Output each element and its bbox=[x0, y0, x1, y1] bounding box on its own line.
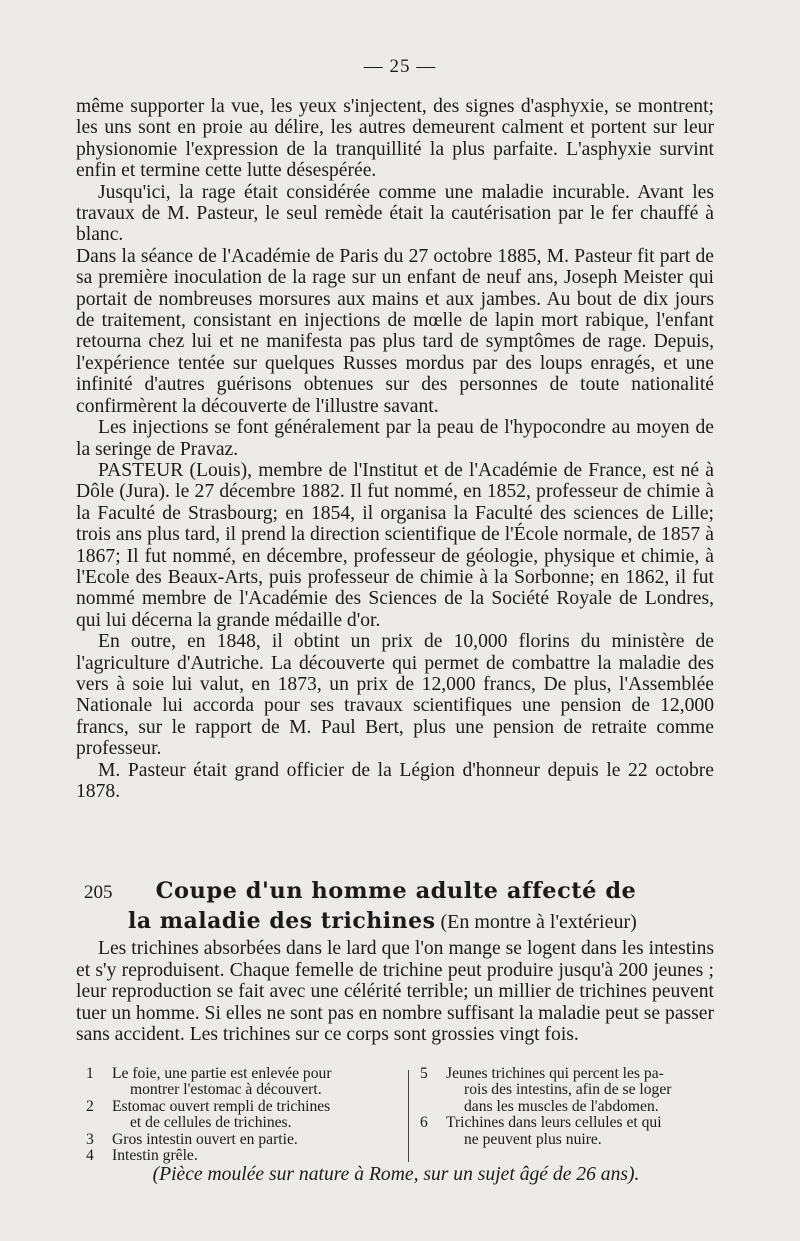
exhibit-caption: (Pièce moulée sur nature à Rome, sur un sujet âgé de 26 ans). bbox=[152, 1164, 640, 1185]
legend-number: 2 bbox=[86, 1097, 94, 1115]
paragraph: Les trichines absorbées dans le lard que l'on mange se logent dans les intestins et s'y reproduisent. Chaque femelle de trichine peut produire jusqu'à 200 jeunes ; leur reproduction se fait avec une célérité terrible; un millier de trichines peuvent tuer un homme. Si elles ne sont pas en nombre suffisant la maladie peut se passer sans accident. Les trichines sur ce corps sont grossies vingt fois. bbox=[76, 938, 714, 1046]
legend-text: dans les muscles de l'abdomen. bbox=[464, 1097, 659, 1115]
page-number: — 25 — bbox=[363, 56, 437, 77]
legend-text: Jeunes trichines qui percent les pa- bbox=[446, 1065, 664, 1082]
paragraph: Dans la séance de l'Académie de Paris du 27 octobre 1885, M. Pasteur fit part de sa première inoculation de la rage sur un enfant de neuf ans, Joseph Meister qui portait de nombreuses morsures aux mains et aux jambes. Au bout de dix jours de traitement, consistant en injections de mœlle de lapin mort rabique, l'enfant retourna chez lui et ne manifesta pas plus tard de symptômes de rage. Depuis, l'expérience tentée sur quelques Russes mordus par des loups enragés, et une infinité d'autres guérisons obtenues sur des personnes de toute nationalité confirmèrent la découverte de l'illustre savant. bbox=[76, 245, 714, 417]
legend-text: et de cellules de trichines. bbox=[130, 1114, 292, 1132]
legend-item bbox=[420, 1066, 720, 1115]
legend-text: ne peuvent plus nuire. bbox=[464, 1130, 602, 1148]
legend-item bbox=[86, 1132, 406, 1148]
legend-text: Trichines dans leurs cellules et qui bbox=[446, 1114, 662, 1132]
legend-item bbox=[86, 1066, 406, 1099]
legend-left-column bbox=[86, 1066, 406, 1164]
exhibit-title-line2 bbox=[76, 906, 716, 937]
legend-divider bbox=[408, 1070, 409, 1162]
legend-text: Le foie, une partie est enlevée pour bbox=[112, 1065, 332, 1082]
legend-text: Estomac ouvert rempli de trichines bbox=[112, 1097, 331, 1115]
legend-right-column bbox=[420, 1066, 720, 1148]
legend-text: rois des intestins, afin de se loger bbox=[464, 1081, 672, 1099]
legend-item bbox=[420, 1115, 720, 1148]
legend-text: montrer l'estomac à découvert. bbox=[130, 1081, 322, 1099]
paragraph: PASTEUR (Louis), membre de l'Institut et de l'Académie de France, est né à Dôle (Jura). le 27 décembre 1882. Il fut nommé, en 1852, professeur de chimie à la Faculté de Strasbourg; en 1854, il organisa la Faculté des sciences de Lille; trois ans plus tard, il prend la direction scientifique de l'École normale, de 1857 à 1867; Il fut nommé, en décembre, professeur de géologie, physique et chimie, à l'Ecole des Beaux-Arts, puis professeur de chimie à la Sorbonne; en 1862, il fut nommé membre de l'Académie des Sciences de la Société Royale de Londres, qui lui décerna la grande médaille d'or. bbox=[76, 459, 714, 631]
legend-item bbox=[86, 1099, 406, 1132]
exhibit-title-line1: Coupe d'un homme adulte affecté de bbox=[155, 878, 637, 904]
paragraph: En outre, en 1848, il obtint un prix de 10,000 florins du ministère de l'agriculture d'Autriche. La découverte qui permet de combattre la maladie des vers à soie lui valut, en 1873, un prix de 12,000 francs, De plus, l'Assemblée Nationale lui accorda pour ses travaux scientifiques une pension de 12,000 francs, sur le rapport de M. Paul Bert, plus une pension de retraite comme professeur. bbox=[76, 631, 714, 760]
exhibit-number: 205 bbox=[84, 882, 113, 903]
paragraph: M. Pasteur était grand officier de la Légion d'honneur depuis le 22 octobre 1878. bbox=[76, 759, 714, 802]
exhibit-heading bbox=[76, 876, 716, 937]
paragraph: même supporter la vue, les yeux s'injectent, des signes d'asphyxie, se montrent; les uns sont en proie au délire, les autres demeurent calment et portent sur leur physionomie l'expression de la tranquillité la plus parfaite. L'asphyxie survint enfin et termine cette lutte désespérée. bbox=[76, 96, 714, 182]
legend-number: 5 bbox=[420, 1065, 428, 1082]
paragraph: Les injections se font généralement par la peau de l'hypocondre au moyen de la seringe de Pravaz. bbox=[76, 417, 714, 460]
legend-text: Gros intestin ouvert en partie. bbox=[112, 1130, 298, 1148]
exhibit-title-bold: la maladie des trichines bbox=[128, 908, 436, 934]
legend-number: 4 bbox=[86, 1147, 94, 1165]
legend-number: 3 bbox=[86, 1130, 94, 1148]
exhibit-location-note: (En montre à l'extérieur) bbox=[440, 911, 637, 933]
paragraph: Jusqu'ici, la rage était considérée comme une maladie incurable. Avant les travaux de M. Pasteur, le seul remède était la cautérisation par le fer chauffé à blanc. bbox=[76, 181, 714, 246]
legend-number: 6 bbox=[420, 1114, 428, 1132]
legend-item bbox=[86, 1148, 406, 1164]
body-text bbox=[76, 96, 714, 802]
legend-number: 1 bbox=[86, 1065, 94, 1082]
legend-text: Intestin grêle. bbox=[112, 1147, 198, 1165]
exhibit-description bbox=[76, 938, 714, 1046]
